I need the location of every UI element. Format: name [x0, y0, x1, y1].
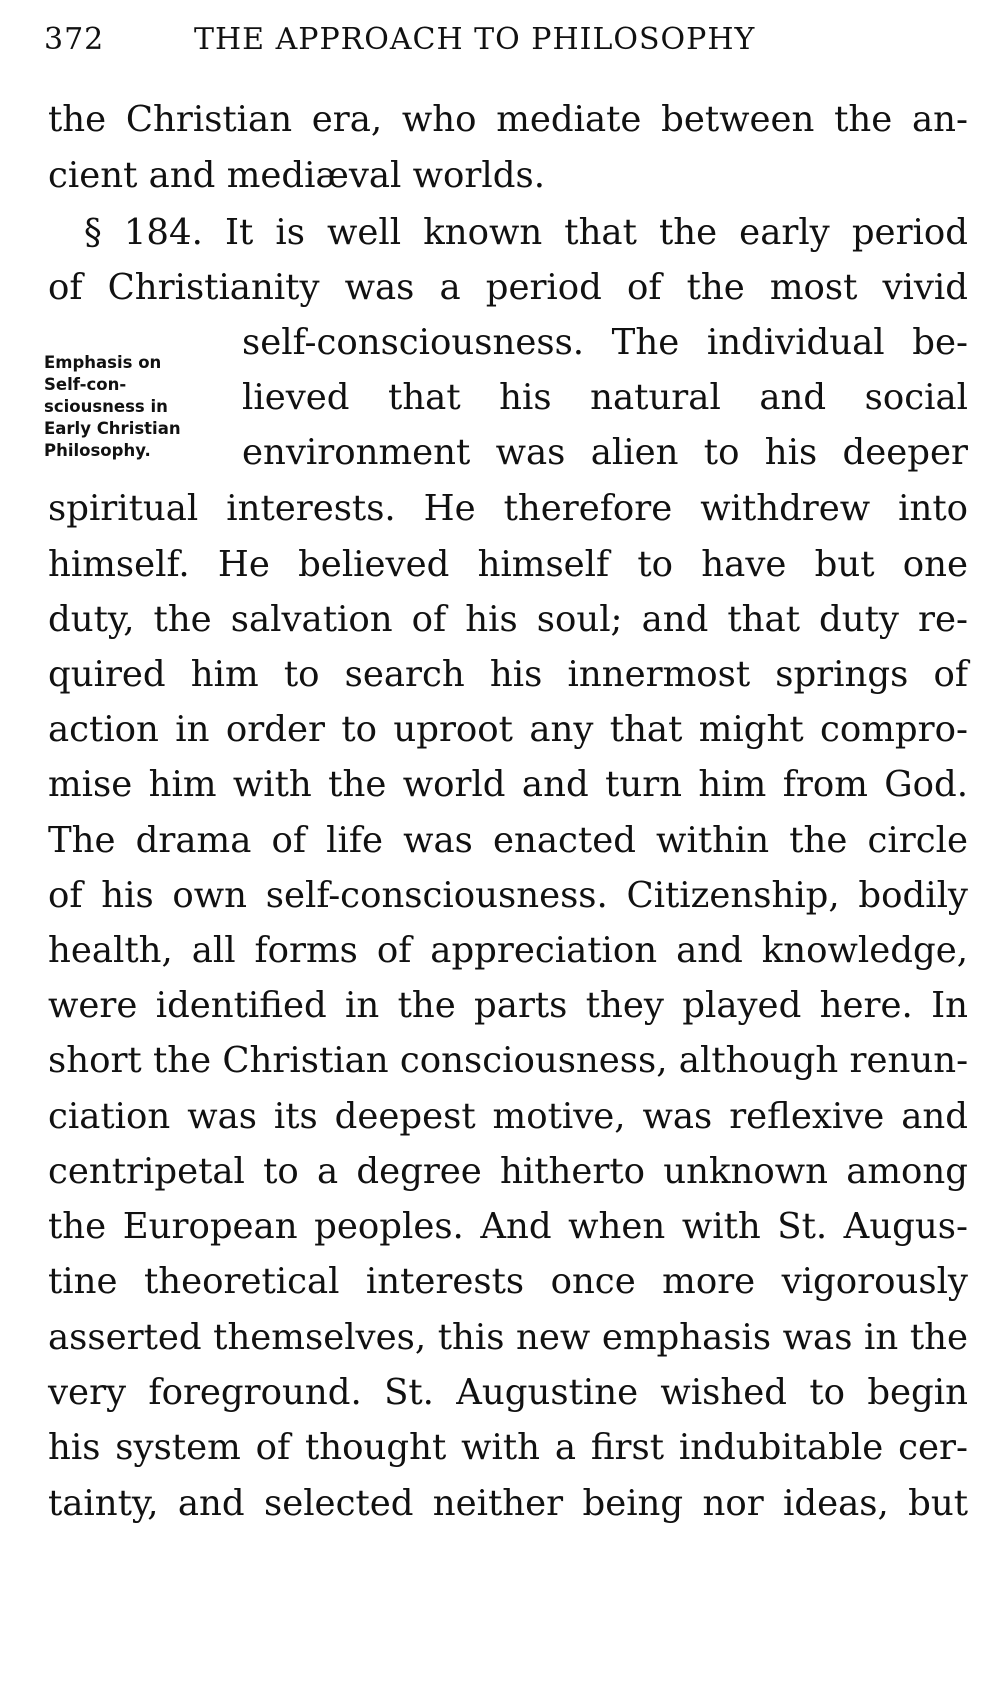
- text-line: tine theoretical interests once more vigorously: [48, 1261, 968, 1302]
- text-line: environment was alien to his deeper: [242, 432, 968, 473]
- page-number: 372: [44, 22, 105, 57]
- text-line: quired him to search his innermost springs of: [48, 654, 968, 695]
- margin-note: [44, 352, 234, 462]
- text-line: very foreground. St. Augustine wished to begin: [48, 1372, 968, 1413]
- text-line: were identified in the parts they played here. In: [48, 985, 968, 1026]
- running-title: THE APPROACH TO PHILOSOPHY: [194, 22, 756, 57]
- text-line: his system of thought with a first indubitable cer-: [48, 1427, 968, 1468]
- text-line: the European peoples. And when with St. Augus-: [48, 1206, 968, 1247]
- text-line: centripetal to a degree hitherto unknown among: [48, 1151, 968, 1192]
- text-line: himself. He believed himself to have but one: [48, 544, 968, 585]
- section-opening-line: § 184. It is well known that the early period: [84, 212, 968, 253]
- margin-note-line: Philosophy.: [44, 441, 151, 460]
- text-line: action in order to uproot any that might compro-: [48, 709, 968, 750]
- text-line: the Christian era, who mediate between the an-: [48, 99, 968, 140]
- text-line: ciation was its deepest motive, was reflexive and: [48, 1096, 968, 1137]
- margin-note-line: Early Christian: [44, 419, 181, 438]
- margin-note-line: Self-con-: [44, 375, 127, 394]
- text-line: of Christianity was a period of the most vivid: [48, 267, 968, 308]
- text-line: lieved that his natural and social: [242, 377, 968, 418]
- running-head: [44, 22, 964, 62]
- text-line: mise him with the world and turn him from God.: [48, 764, 968, 805]
- text-line: spiritual interests. He therefore withdrew into: [48, 488, 968, 529]
- text-line: tainty, and selected neither being nor ideas, but: [48, 1483, 968, 1524]
- text-line: short the Christian consciousness, although renun-: [48, 1040, 969, 1081]
- text-line: asserted themselves, this new emphasis was in the: [48, 1317, 968, 1358]
- margin-note-line: sciousness in: [44, 397, 168, 416]
- text-line: cient and mediæval worlds.: [48, 155, 545, 196]
- text-line: duty, the salvation of his soul; and that duty re-: [48, 599, 968, 640]
- text-line: The drama of life was enacted within the circle: [48, 820, 968, 861]
- margin-note-line: Emphasis on: [44, 353, 162, 372]
- text-line: health, all forms of appreciation and knowledge,: [48, 930, 968, 971]
- text-line: of his own self-consciousness. Citizenship, bodily: [48, 875, 968, 916]
- text-line: self-consciousness. The individual be-: [242, 322, 968, 363]
